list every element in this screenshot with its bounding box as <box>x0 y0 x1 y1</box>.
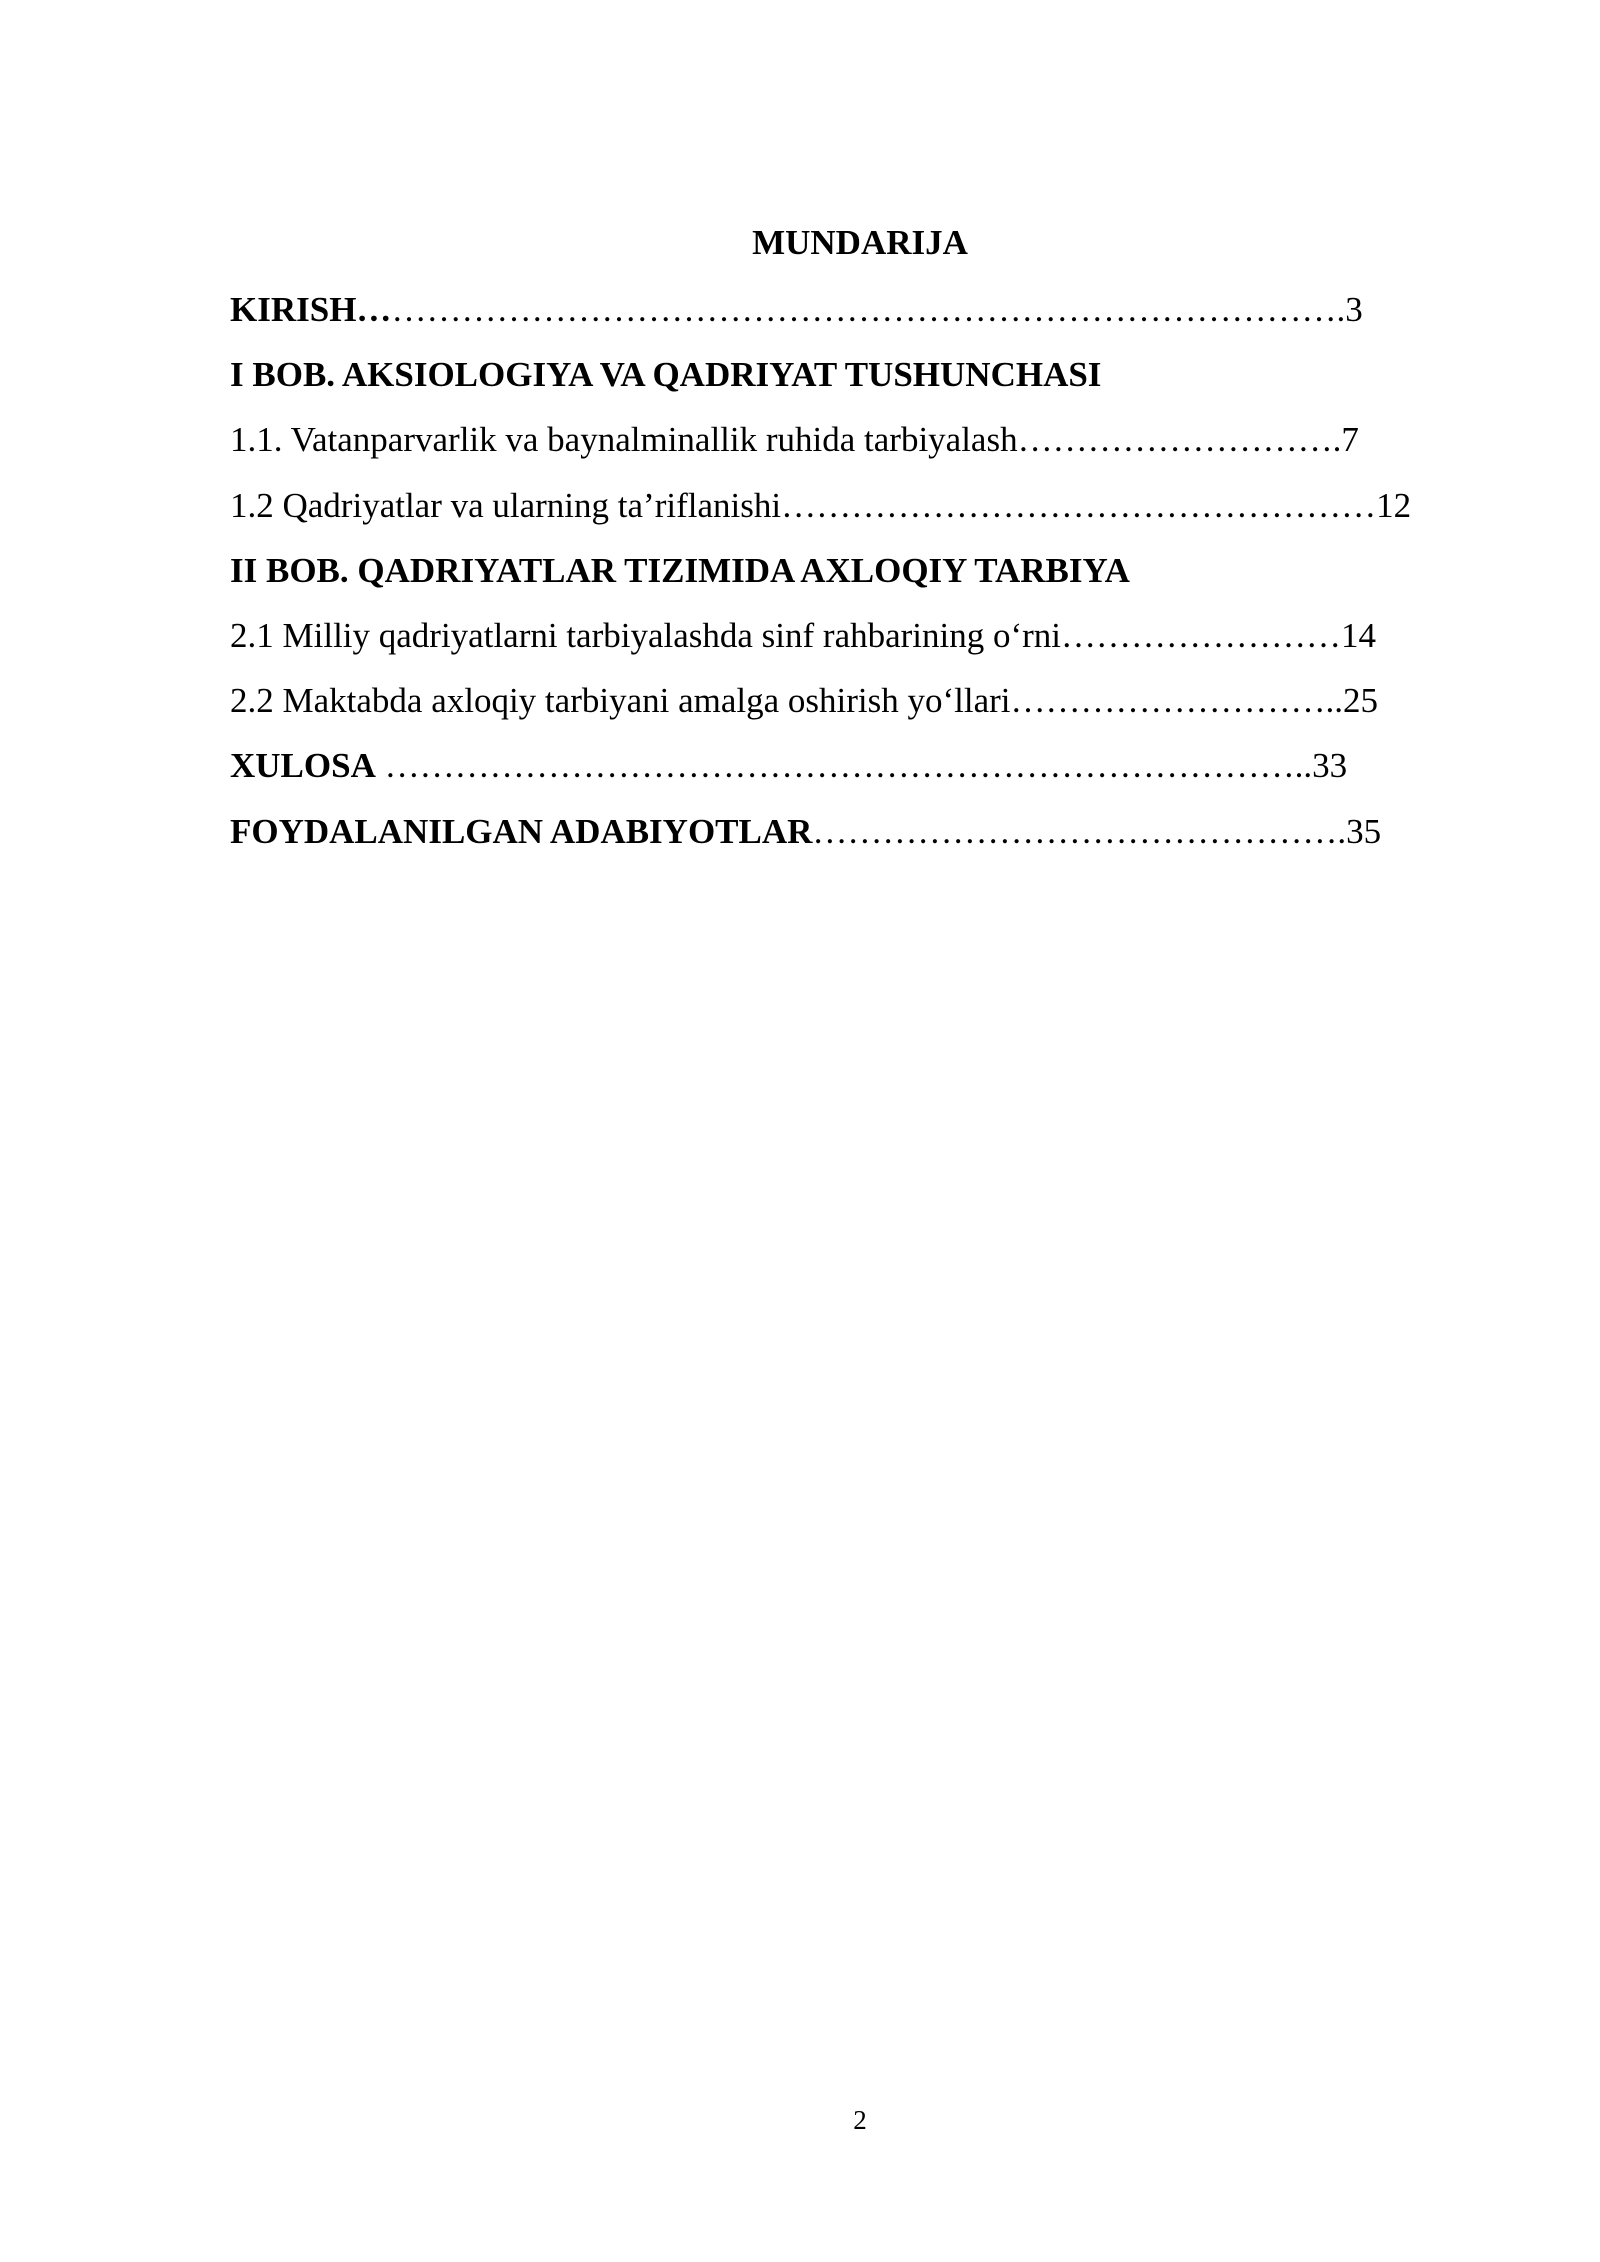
toc-entry-leader: ………………………………………………………………………. <box>391 290 1346 329</box>
toc-entry-page: 33 <box>1312 746 1348 786</box>
toc-entry-xulosa <box>230 741 1530 806</box>
toc-entry-section-1-1 <box>230 415 1530 480</box>
table-of-contents <box>230 285 1530 872</box>
toc-entry-label: I BOB. AKSIOLOGIYA VA QADRIYAT TUSHUNCHASI <box>230 355 1102 395</box>
toc-entry-page: 35 <box>1346 811 1382 851</box>
toc-title: MUNDARIJA <box>752 223 968 262</box>
toc-entry-page: 25 <box>1343 681 1378 721</box>
toc-entry-leader: …………………………………………………………………….. <box>375 746 1313 786</box>
toc-entry-label: FOYDALANILGAN ADABIYOTLAR <box>230 811 813 851</box>
toc-entry-leader: …………………………………………… <box>781 485 1377 525</box>
toc-entry-label: 1.1. Vatanparvarlik va baynalminallik ruhida tarbiyalash <box>230 420 1018 460</box>
toc-entry-label: 2.2 Maktabda axloqiy tarbiyani amalga oshirish yo‘llari <box>230 681 1011 721</box>
toc-entry-bibliography <box>230 807 1530 872</box>
toc-entry-chapter-1 <box>230 350 1530 415</box>
toc-entry-page: 3 <box>1345 290 1363 329</box>
toc-entry-leader: ………………………………………. <box>812 811 1347 851</box>
toc-entry-kirish <box>230 285 1530 350</box>
toc-entry-page: 12 <box>1376 485 1412 525</box>
toc-entry-section-2-2 <box>230 676 1530 741</box>
toc-entry-label: XULOSA <box>230 746 376 786</box>
toc-entry-page: 14 <box>1341 615 1377 655</box>
toc-entry-leader: ………………………. <box>1017 420 1342 460</box>
toc-entry-label: KIRISH… <box>230 290 392 329</box>
toc-entry-label: 1.2 Qadriyatlar va ularning ta’riflanishi <box>230 485 782 525</box>
toc-entry-leader: …………………… <box>1061 615 1342 655</box>
toc-entry-label: II BOB. QADRIYATLAR TIZIMIDA AXLOQIY TARBIYA <box>230 550 1130 590</box>
toc-entry-section-2-1 <box>230 611 1530 676</box>
toc-entry-leader: ……………………….. <box>1010 681 1343 721</box>
toc-entry-section-1-2 <box>230 481 1530 546</box>
toc-entry-chapter-2 <box>230 546 1530 611</box>
toc-entry-page: 7 <box>1341 420 1359 460</box>
page-number: 2 <box>853 2105 867 2135</box>
toc-entry-label: 2.1 Milliy qadriyatlarni tarbiyalashda sinf rahbarining o‘rni <box>230 615 1062 655</box>
